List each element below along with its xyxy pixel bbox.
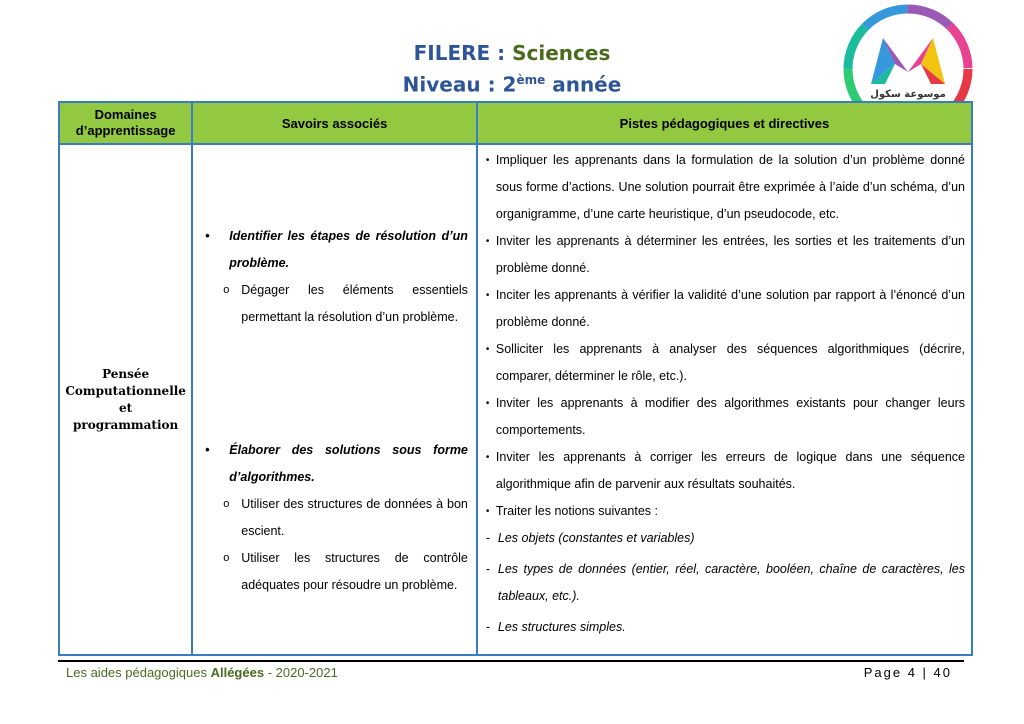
- filiere-value: Sciences: [512, 41, 611, 65]
- bullet-icon: •: [205, 229, 210, 243]
- page-number: Page 4 | 40: [863, 665, 952, 680]
- notion-item: [486, 556, 965, 610]
- savoirs-cell: [192, 144, 477, 655]
- circle-bullet-icon: o: [223, 498, 230, 510]
- piste-item: [486, 336, 965, 390]
- footer-prefix: Les aides pédagogiques: [66, 665, 207, 680]
- piste-text: Inviter les apprenants à déterminer les entrées, les sorties et les traitements d’un problème donné.: [495, 234, 965, 275]
- dash-icon: -: [485, 531, 491, 545]
- niveau-label: Niveau :: [402, 72, 496, 97]
- savoir-sub: Utiliser des structures de données à bon escient.: [241, 497, 468, 538]
- bullet-icon: •: [485, 398, 490, 409]
- savoir-title: Identifier les étapes de résolution d’un problème.: [229, 229, 468, 270]
- header-savoirs: Savoirs associés: [192, 102, 477, 144]
- circle-bullet-icon: o: [223, 284, 230, 296]
- footer-bold: Allégées: [210, 665, 265, 680]
- page-label: Page: [863, 665, 903, 680]
- filiere-label: FILERE :: [413, 41, 506, 65]
- notion-item: [486, 525, 965, 552]
- notion-text: Les objets (constantes et variables): [497, 531, 695, 545]
- bullet-icon: •: [485, 236, 490, 247]
- niveau-suffix: année: [552, 72, 622, 97]
- content-table: [58, 101, 973, 656]
- notion-text: Les structures simples.: [497, 620, 626, 634]
- piste-item: [486, 444, 965, 498]
- circle-bullet-icon: o: [223, 552, 230, 564]
- domaine-cell: [59, 144, 192, 655]
- domaine-line: Computationnelle: [65, 383, 186, 398]
- piste-text: Impliquer les apprenants dans la formulation de la solution d’un problème donné sous forme d’actions. Une solution pourrait être exprimée à l’aide d’un schéma, d’un organigramme, d’une carte heuristique, d’un pseudocode, etc.: [495, 153, 965, 221]
- piste-text: Inviter les apprenants à modifier des algorithmes existants pour changer leurs comportements.: [495, 396, 965, 437]
- footer-left: [66, 665, 338, 681]
- piste-item: [486, 282, 965, 336]
- domaine-line: et: [119, 400, 133, 415]
- bullet-icon: •: [485, 155, 490, 166]
- bullet-icon: •: [485, 452, 490, 463]
- dash-icon: -: [485, 562, 491, 576]
- piste-item: [486, 228, 965, 282]
- bullet-icon: •: [485, 290, 490, 301]
- savoir-sub: Dégager les éléments essentiels permettant la résolution d’un problème.: [241, 283, 468, 324]
- page-current: 4: [907, 665, 917, 680]
- niveau-sup: ème: [516, 73, 546, 87]
- table-header-row: [59, 102, 972, 144]
- notion-item: [486, 614, 965, 641]
- bullet-icon: •: [485, 506, 490, 517]
- piste-text: Inviter les apprenants à corriger les erreurs de logique dans une séquence algorithmique afin de parvenir aux résultats souhaités.: [495, 450, 965, 491]
- footer-suffix: - 2020-2021: [267, 665, 338, 680]
- logo-arabic-text: موسوعة سكول: [870, 89, 946, 100]
- savoir-item: [193, 437, 476, 599]
- bullet-icon: •: [485, 344, 490, 355]
- footer-divider: [58, 660, 964, 662]
- page-total: 40: [933, 665, 952, 680]
- pistes-cell: [477, 144, 972, 655]
- savoir-item: [193, 223, 476, 331]
- header-pistes: Pistes pédagogiques et directives: [477, 102, 972, 144]
- piste-text: Solliciter les apprenants à analyser des séquences algorithmiques (décrire, comparer, déterminer le rôle, etc.).: [495, 342, 965, 383]
- dash-icon: -: [485, 620, 491, 634]
- piste-item: [486, 498, 965, 525]
- header-domaines: Domaines d’apprentissage: [59, 102, 192, 144]
- notion-text: Les types de données (entier, réel, caractère, booléen, chaîne de caractères, les tableaux, etc.).: [497, 562, 965, 603]
- bullet-icon: •: [205, 443, 210, 457]
- domaine-line: programmation: [73, 417, 179, 432]
- piste-item: [486, 390, 965, 444]
- table-row: [59, 144, 972, 655]
- piste-text: Inciter les apprenants à vérifier la validité d’une solution par rapport à l’énoncé d’un problème donné.: [495, 288, 965, 329]
- savoir-title: Élaborer des solutions sous forme d’algorithmes.: [229, 443, 468, 484]
- niveau-number: 2: [502, 72, 517, 97]
- piste-item: [486, 147, 965, 228]
- savoir-sub: Utiliser les structures de contrôle adéquates pour résoudre un problème.: [241, 551, 468, 592]
- domaine-line: Pensée: [102, 366, 150, 381]
- piste-text: Traiter les notions suivantes :: [495, 504, 658, 518]
